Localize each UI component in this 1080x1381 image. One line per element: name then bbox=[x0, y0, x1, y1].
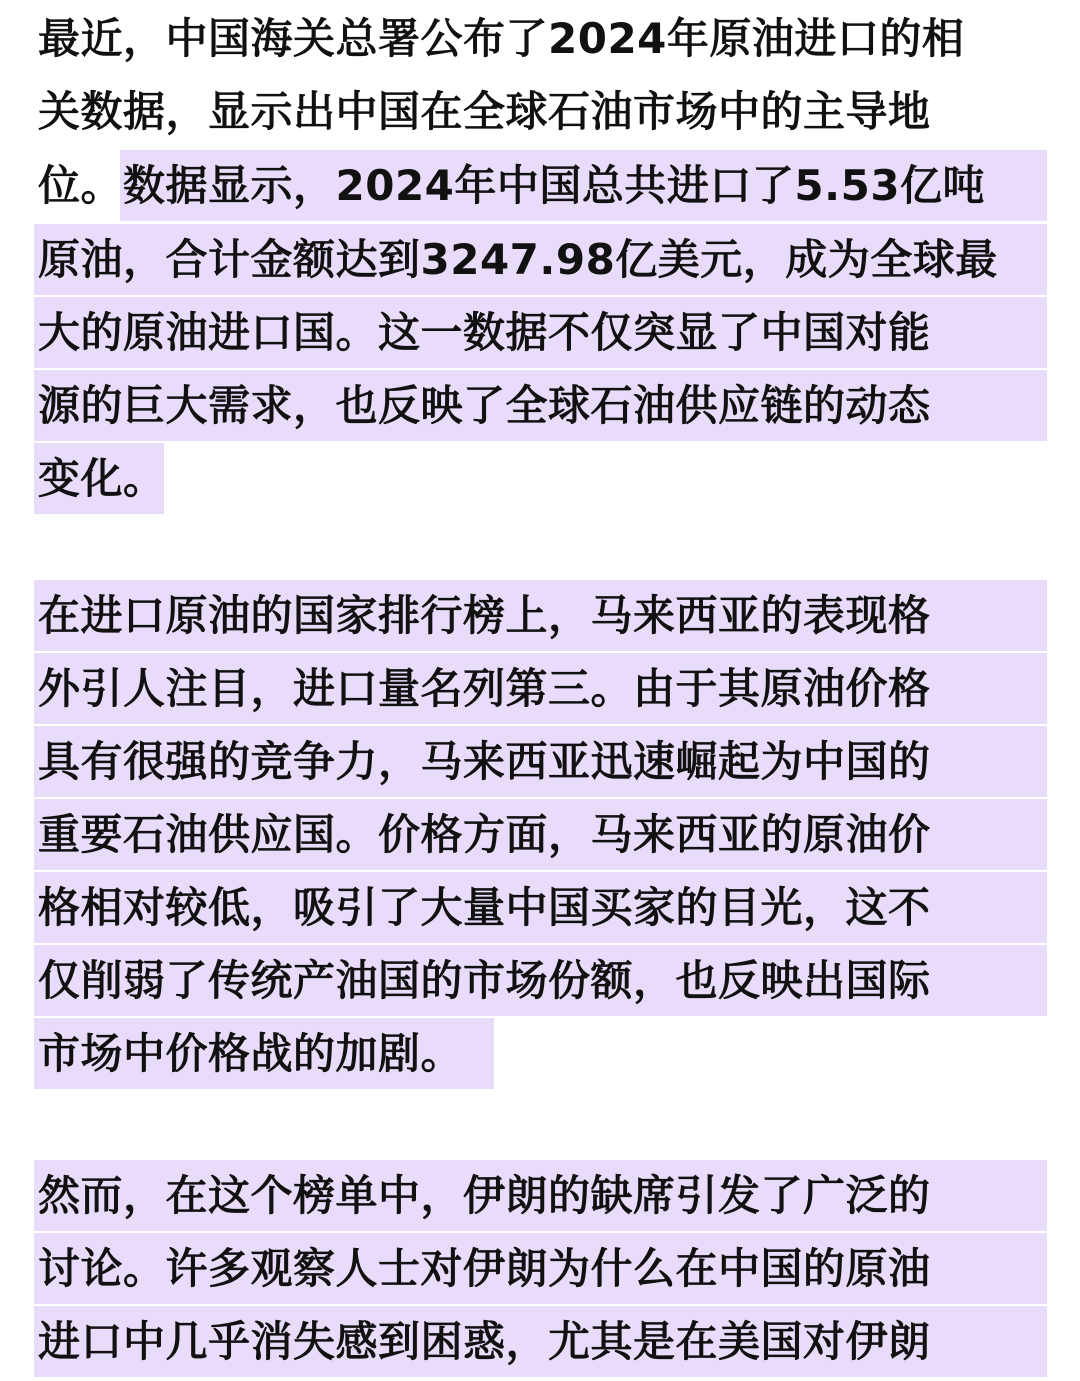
text-segment: 关数据，显示出中国在全球石油市场中的主导地 bbox=[38, 87, 931, 136]
text-line bbox=[38, 725, 931, 798]
text-line bbox=[38, 296, 931, 369]
highlighted-text: 源的巨大需求，也反映了全球石油供应链的动态 bbox=[38, 381, 931, 430]
highlighted-text: 然而，在这个榜单中，伊朗的缺席引发了广泛的 bbox=[38, 1171, 931, 1220]
highlighted-text: 具有很强的竞争力，马来西亚迅速崛起为中国的 bbox=[38, 737, 931, 786]
text-line bbox=[38, 652, 931, 725]
text-line bbox=[38, 871, 931, 944]
highlighted-text: 大的原油进口国。这一数据不仅突显了中国对能 bbox=[38, 308, 931, 357]
text-line bbox=[38, 944, 931, 1017]
text-line bbox=[38, 149, 985, 222]
text-line bbox=[38, 2, 964, 75]
highlighted-text: 数据显示，2024年中国总共进口了5.53亿吨 bbox=[123, 161, 986, 210]
text-line bbox=[38, 1232, 931, 1305]
highlighted-text: 重要石油供应国。价格方面，马来西亚的原油价 bbox=[38, 810, 931, 859]
highlighted-text: 仅削弱了传统产油国的市场份额，也反映出国际 bbox=[38, 956, 931, 1005]
text-line bbox=[38, 442, 166, 515]
highlighted-text: 在进口原油的国家排行榜上，马来西亚的表现格 bbox=[38, 591, 931, 640]
highlighted-text: 市场中价格战的加剧。 bbox=[38, 1029, 464, 1078]
text-segment: 位。 bbox=[38, 161, 124, 210]
text-line bbox=[38, 579, 931, 652]
text-line bbox=[38, 1017, 463, 1090]
text-line bbox=[38, 369, 931, 442]
highlighted-text: 进口中几乎消失感到困惑，尤其是在美国对伊朗 bbox=[38, 1317, 931, 1366]
highlighted-text: 外引人注目，进口量名列第三。由于其原油价格 bbox=[38, 664, 931, 713]
highlighted-text: 变化。 bbox=[38, 454, 166, 503]
text-line bbox=[38, 75, 931, 148]
text-segment: 最近，中国海关总署公布了2024年原油进口的相 bbox=[38, 14, 965, 63]
highlighted-text: 讨论。许多观察人士对伊朗为什么在中国的原油 bbox=[38, 1244, 931, 1293]
highlighted-text: 格相对较低，吸引了大量中国买家的目光，这不 bbox=[38, 883, 931, 932]
text-line bbox=[38, 798, 931, 871]
text-line bbox=[38, 223, 998, 296]
highlighted-text: 原油，合计金额达到3247.98亿美元，成为全球最 bbox=[38, 235, 998, 284]
text-line bbox=[38, 1159, 931, 1232]
text-line bbox=[38, 1305, 931, 1378]
